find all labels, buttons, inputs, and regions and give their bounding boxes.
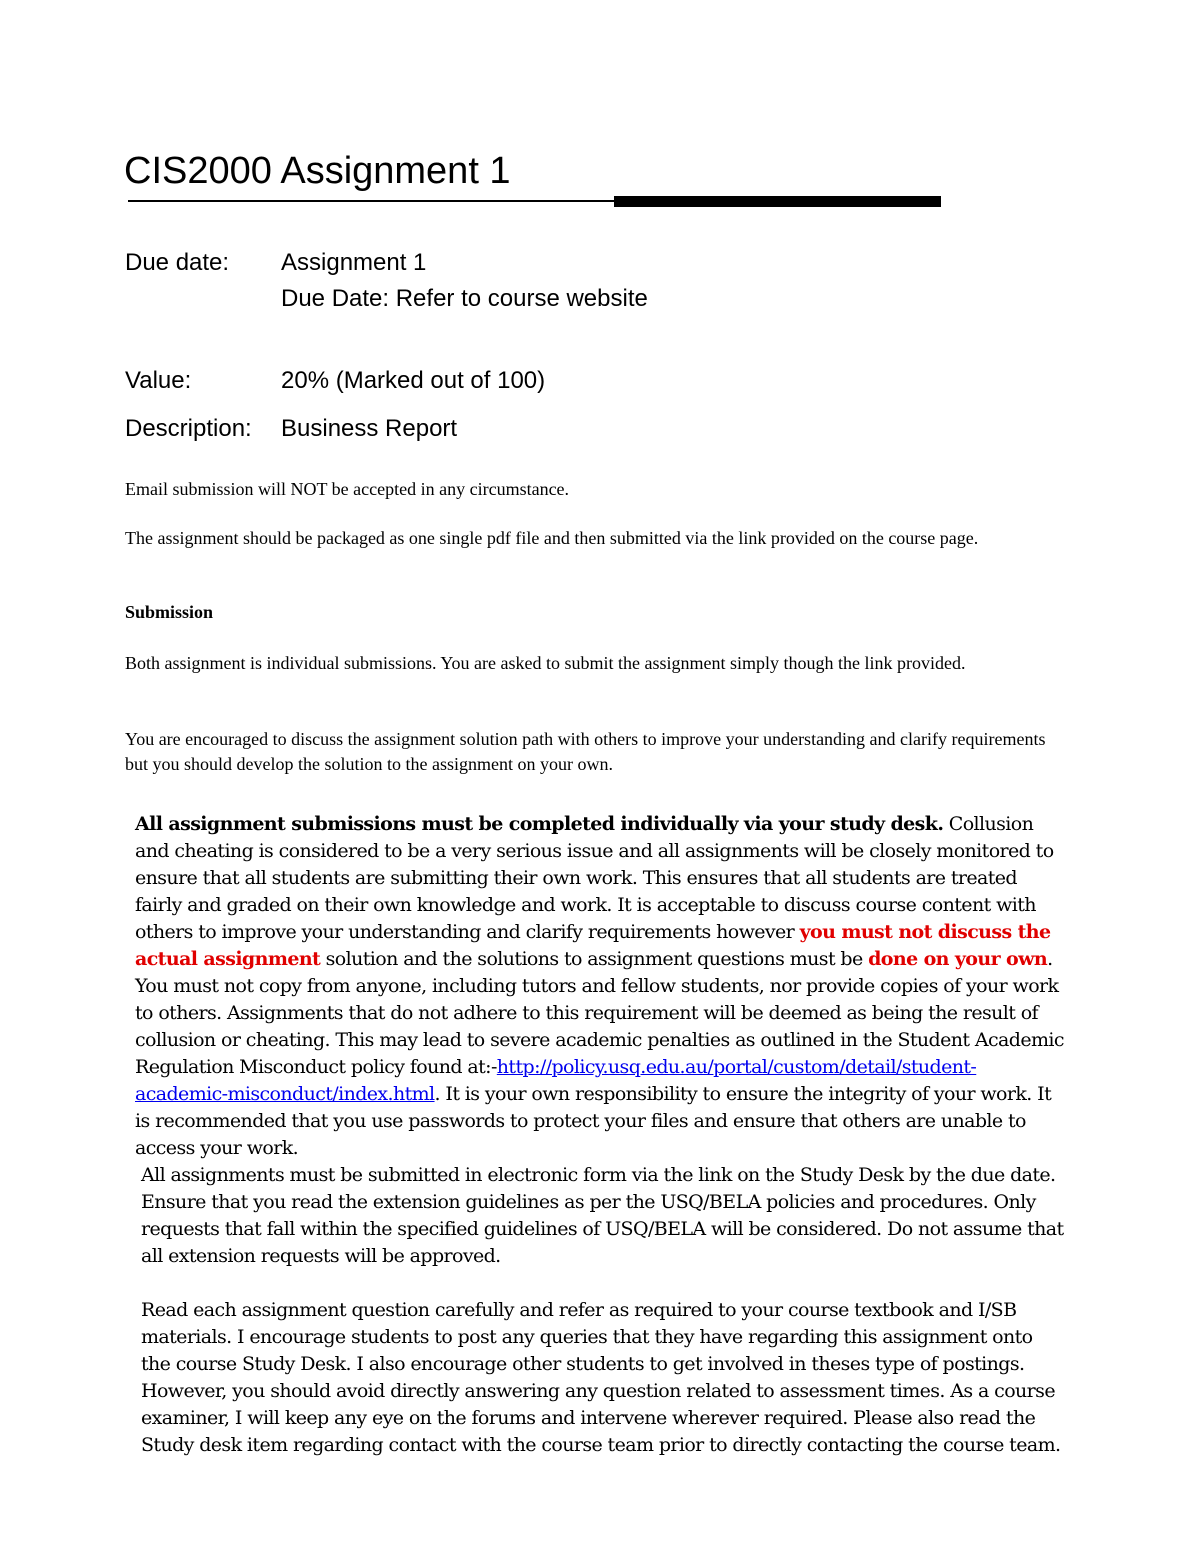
extension-paragraph: All assignments must be submitted in electronic form via the link on the Study Desk by the due date. Ensure that you read the extension guidelines as per the USQ/BELA policies and procedures. Only requests that fall within the specified guidelines of USQ/BELA will be considered. Do not assume that all extension requests will be approved. xyxy=(141,1164,1064,1267)
integrity-text-4: . It is your own responsibility to ensure the integrity of your work. It is recommended that you use passwords to protect your files and ensure that others are unable to access your work. xyxy=(135,1083,1052,1159)
title-rule-thick xyxy=(614,196,941,207)
title-rule-thin xyxy=(128,200,618,202)
questions-paragraph: Read each assignment question carefully and refer as required to your course textbook and I/SB materials. I encourage students to post any queries that they have regarding this assignment onto the course Study Desk. I also encourage other students to get involved in theses type of postings. However, you should avoid directly answering any question related to assessment times. As a course examiner, I will keep any eye on the forums and intervene wherever required. Please also read the Study desk item regarding contact with the course team prior to directly contacting the course team. xyxy=(141,1299,1061,1456)
email-note: Email submission will NOT be accepted in any circumstance. xyxy=(125,479,570,499)
integrity-text-1: Collusion and cheating is considered to be a very serious issue and all assignments will be closely monitored to ensure that all students are submitting their own work. This ensures that all students are treated fairly and graded on their own knowledge and work. It is acceptable to discuss course content with others to improve your understanding and clarify requirements however xyxy=(135,813,1054,943)
description-value: Business Report xyxy=(281,415,458,442)
individual-note: Both assignment is individual submissions. You are asked to submit the assignment simply though the link provided. xyxy=(125,653,966,673)
due-date-label: Due date: xyxy=(125,249,230,276)
encourage-note: You are encouraged to discuss the assignment solution path with others to improve your understanding and clarify requirements but you should develop the solution to the assignment on your own. xyxy=(125,729,1046,774)
integrity-warning-2: done on your own xyxy=(868,948,1048,970)
due-date-detail: Due Date: Refer to course website xyxy=(281,285,648,312)
integrity-warning-1: you must not discuss the actual assignment xyxy=(135,921,1051,970)
integrity-text-3: . You must not copy from anyone, including tutors and fellow students, nor provide copies of your work to others. Assignments that do not adhere to this requirement will be deemed as being the result of collusion or cheating. This may lead to severe academic penalties as outlined in the Student Academic Regulation Misconduct policy found at:- xyxy=(135,948,1064,1078)
due-date-value: Assignment 1 xyxy=(281,249,427,276)
value-value: 20% (Marked out of 100) xyxy=(281,367,546,394)
submission-heading: Submission xyxy=(125,602,214,622)
page-title: CIS2000 Assignment 1 xyxy=(124,150,511,192)
integrity-lead: All assignment submissions must be completed individually via your study desk. xyxy=(135,813,944,835)
misconduct-policy-link[interactable]: http://policy.usq.edu.au/portal/custom/detail/student-academic-misconduct/index.html xyxy=(135,1056,977,1105)
academic-integrity-paragraph xyxy=(135,811,1065,1162)
value-label: Value: xyxy=(125,367,192,394)
package-note: The assignment should be packaged as one single pdf file and then submitted via the link provided on the course page. xyxy=(125,528,979,548)
integrity-text-2: solution and the solutions to assignment questions must be xyxy=(320,948,869,970)
description-label: Description: xyxy=(125,415,252,442)
